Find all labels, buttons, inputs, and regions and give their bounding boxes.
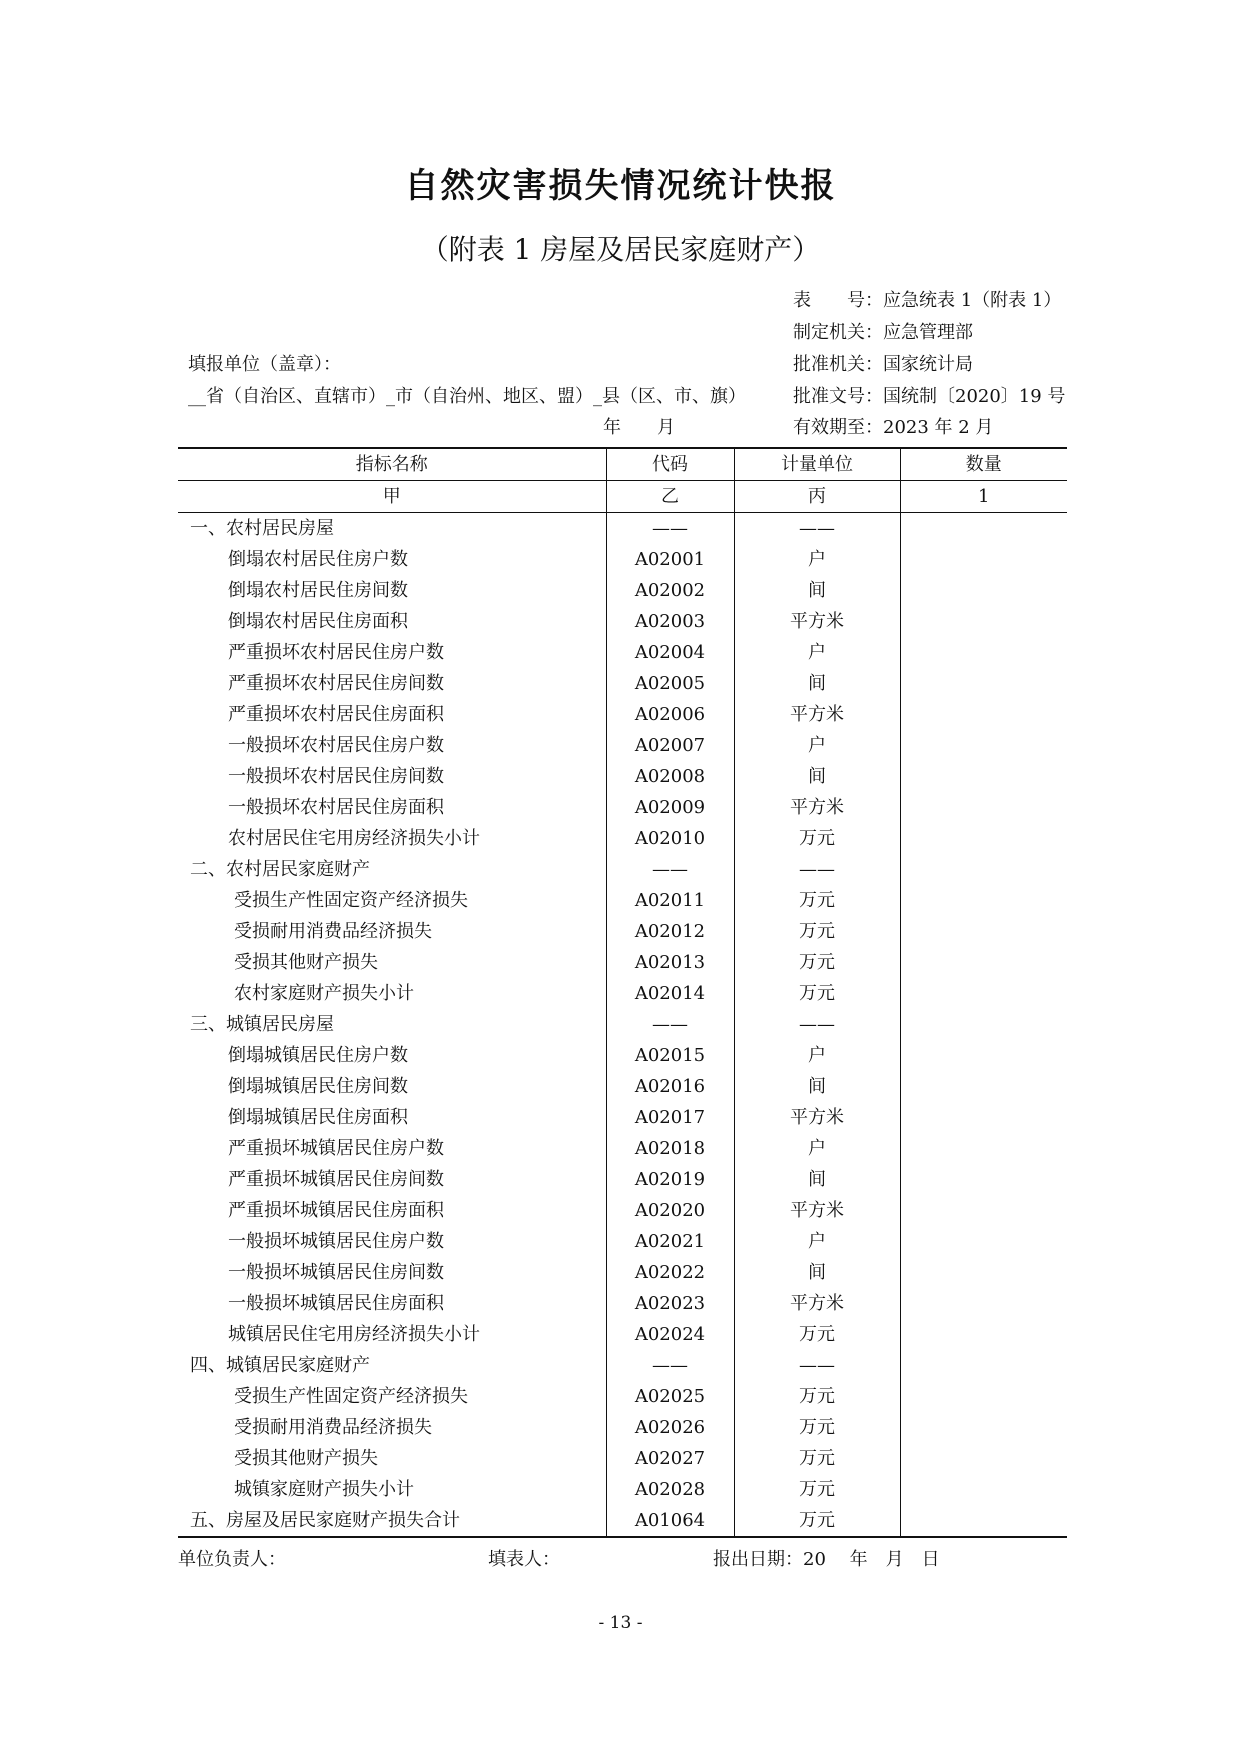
quantity-cell[interactable]	[900, 1040, 1067, 1071]
unit-cell: ——	[734, 1009, 900, 1040]
unit-cell: 万元	[734, 885, 900, 916]
valid-until-value: 2023 年 2 月	[883, 417, 994, 438]
quantity-cell[interactable]	[900, 1071, 1067, 1102]
code-cell: A02013	[606, 947, 734, 978]
unit-cell: 万元	[734, 1412, 900, 1443]
table-row	[178, 1412, 1067, 1443]
unit-cell: 平方米	[734, 699, 900, 730]
code-cell: A02003	[606, 606, 734, 637]
approving-agency-label: 批准机关：	[793, 354, 883, 375]
unit-cell: 万元	[734, 823, 900, 854]
header-code: 代码	[606, 448, 734, 481]
unit-cell: 万元	[734, 1474, 900, 1505]
quantity-cell[interactable]	[900, 947, 1067, 978]
year-month: 年 月	[603, 417, 675, 438]
approval-document	[793, 382, 1065, 408]
code-cell: A02015	[606, 1040, 734, 1071]
indicator-name-cell: 严重损坏城镇居民住房间数	[228, 1169, 444, 1190]
valid-until-label: 有效期至：	[793, 417, 883, 438]
quantity-cell[interactable]	[900, 699, 1067, 730]
form-number-value: 应急统表 1（附表 1）	[883, 290, 1062, 311]
table-row	[178, 668, 1067, 699]
unit-cell: 万元	[734, 947, 900, 978]
unit-cell: 间	[734, 575, 900, 606]
indicator-name-cell: 倒塌城镇居民住房户数	[228, 1045, 408, 1066]
quantity-cell[interactable]	[900, 730, 1067, 761]
quantity-cell[interactable]	[900, 1288, 1067, 1319]
code-cell: A02005	[606, 668, 734, 699]
table-header-row	[178, 448, 1067, 481]
valid-until	[793, 413, 993, 439]
indicator-name-cell: 一般损坏城镇居民住房间数	[228, 1262, 444, 1283]
indicator-name-cell: 农村居民住宅用房经济损失小计	[228, 828, 480, 849]
unit-cell: 平方米	[734, 606, 900, 637]
quantity-cell[interactable]	[900, 761, 1067, 792]
indicator-name-cell: 倒塌城镇居民住房间数	[228, 1076, 408, 1097]
indicator-name-cell: 城镇家庭财产损失小计	[234, 1479, 414, 1500]
unit-cell: 间	[734, 761, 900, 792]
code-cell: A02007	[606, 730, 734, 761]
indicator-name-cell: 严重损坏农村居民住房户数	[228, 642, 444, 663]
table-row	[178, 1071, 1067, 1102]
quantity-cell[interactable]	[900, 916, 1067, 947]
page-subtitle: （附表 1 房屋及居民家庭财产）	[420, 233, 821, 266]
table-row	[178, 1009, 1067, 1040]
unit-cell: ——	[734, 1350, 900, 1381]
quantity-cell[interactable]	[900, 885, 1067, 916]
quantity-cell[interactable]	[900, 637, 1067, 668]
code-cell: A02018	[606, 1133, 734, 1164]
code-cell: ——	[606, 513, 734, 545]
quantity-cell[interactable]	[900, 1164, 1067, 1195]
indicator-name-cell: 严重损坏农村居民住房面积	[228, 704, 444, 725]
quantity-cell[interactable]	[900, 854, 1067, 885]
indicator-name-cell: 农村家庭财产损失小计	[234, 983, 414, 1004]
unit-cell: 万元	[734, 1505, 900, 1537]
code-cell: A02001	[606, 544, 734, 575]
table-row	[178, 823, 1067, 854]
indicator-name-cell: 倒塌城镇居民住房面积	[228, 1107, 408, 1128]
code-cell: A02011	[606, 885, 734, 916]
unit-cell: 平方米	[734, 792, 900, 823]
code-cell: A02017	[606, 1102, 734, 1133]
table-row	[178, 1319, 1067, 1350]
indicator-name-cell: 五、房屋及居民家庭财产损失合计	[178, 1505, 606, 1537]
code-cell: A02021	[606, 1226, 734, 1257]
indicator-name-cell: 一般损坏农村居民住房户数	[228, 735, 444, 756]
code-cell: A02025	[606, 1381, 734, 1412]
indicator-name-cell: 受损生产性固定资产经济损失	[234, 1386, 468, 1407]
approval-document-label: 批准文号：	[793, 386, 883, 407]
table-body	[178, 513, 1067, 1538]
unit-cell: 万元	[734, 978, 900, 1009]
quantity-cell[interactable]	[900, 1102, 1067, 1133]
code-cell: ——	[606, 1009, 734, 1040]
table-row	[178, 916, 1067, 947]
indicator-name-cell: 受损其他财产损失	[234, 1448, 378, 1469]
quantity-cell[interactable]	[900, 1474, 1067, 1505]
code-cell: A01064	[606, 1505, 734, 1537]
indicator-name-cell: 二、农村居民家庭财产	[190, 859, 370, 880]
table-row	[178, 1474, 1067, 1505]
quantity-cell[interactable]	[900, 544, 1067, 575]
table-row	[178, 1257, 1067, 1288]
code-cell: A02014	[606, 978, 734, 1009]
table-row	[178, 1443, 1067, 1474]
header-unit: 计量单位	[734, 448, 900, 481]
table-row	[178, 606, 1067, 637]
table-row	[178, 730, 1067, 761]
indicator-name-cell: 倒塌农村居民住房户数	[228, 549, 408, 570]
subheader-code: 乙	[606, 481, 734, 513]
approval-document-value: 国统制〔2020〕19 号	[883, 386, 1066, 407]
table-row	[178, 1226, 1067, 1257]
table-row	[178, 513, 1067, 545]
indicator-name-cell: 三、城镇居民房屋	[190, 1014, 334, 1035]
quantity-cell[interactable]	[900, 1319, 1067, 1350]
form-number-label: 表 号：	[793, 290, 883, 311]
indicator-name-cell: 一般损坏城镇居民住房面积	[228, 1293, 444, 1314]
page-title: 自然灾害损失情况统计快报	[404, 166, 837, 206]
quantity-cell[interactable]	[900, 1412, 1067, 1443]
code-cell: A02002	[606, 575, 734, 606]
unit-cell: 平方米	[734, 1195, 900, 1226]
quantity-cell[interactable]	[900, 978, 1067, 1009]
indicator-name-cell: 城镇居民住宅用房经济损失小计	[228, 1324, 480, 1345]
subheader-unit: 丙	[734, 481, 900, 513]
footer-responsible: 单位负责人：	[178, 1549, 286, 1570]
footer-report-date: 报出日期：20 年 月 日	[713, 1549, 940, 1570]
indicator-name-cell: 倒塌农村居民住房间数	[228, 580, 408, 601]
unit-cell: 间	[734, 668, 900, 699]
unit-cell: 平方米	[734, 1288, 900, 1319]
indicator-name-cell: 严重损坏城镇居民住房户数	[228, 1138, 444, 1159]
table-row	[178, 854, 1067, 885]
unit-cell: 户	[734, 1133, 900, 1164]
quantity-cell[interactable]	[900, 668, 1067, 699]
table-row	[178, 885, 1067, 916]
table-row	[178, 1102, 1067, 1133]
header-quantity: 数量	[900, 448, 1067, 481]
quantity-cell[interactable]	[900, 1350, 1067, 1381]
indicator-name-cell: 一般损坏城镇居民住房户数	[228, 1231, 444, 1252]
table-row	[178, 792, 1067, 823]
table-row	[178, 978, 1067, 1009]
issuing-agency	[793, 318, 973, 344]
issuing-agency-label: 制定机关：	[793, 322, 883, 343]
unit-cell: 间	[734, 1071, 900, 1102]
table-row	[178, 1288, 1067, 1319]
footer-filler: 填表人：	[488, 1549, 560, 1570]
indicator-name-cell: 受损生产性固定资产经济损失	[234, 890, 468, 911]
quantity-cell[interactable]	[900, 1009, 1067, 1040]
indicator-name-cell: 一般损坏农村居民住房面积	[228, 797, 444, 818]
indicator-name-cell: 四、城镇居民家庭财产	[190, 1355, 370, 1376]
quantity-cell[interactable]	[900, 1443, 1067, 1474]
code-cell: ——	[606, 1350, 734, 1381]
indicator-name-cell: 受损耐用消费品经济损失	[234, 1417, 432, 1438]
table-row	[178, 544, 1067, 575]
code-cell: A02022	[606, 1257, 734, 1288]
code-cell: A02020	[606, 1195, 734, 1226]
table-row	[178, 761, 1067, 792]
approving-agency	[793, 350, 973, 376]
table-subheader-row	[178, 481, 1067, 513]
table-row	[178, 1164, 1067, 1195]
unit-cell: 万元	[734, 1381, 900, 1412]
unit-cell: 户	[734, 730, 900, 761]
code-cell: A02023	[606, 1288, 734, 1319]
quantity-cell[interactable]	[900, 1505, 1067, 1537]
table-row	[178, 1381, 1067, 1412]
code-cell: ——	[606, 854, 734, 885]
code-cell: A02012	[606, 916, 734, 947]
unit-cell: ——	[734, 513, 900, 545]
issuing-agency-value: 应急管理部	[883, 322, 973, 343]
quantity-cell[interactable]	[900, 1226, 1067, 1257]
code-cell: A02024	[606, 1319, 734, 1350]
code-cell: A02027	[606, 1443, 734, 1474]
indicator-name-cell: 倒塌农村居民住房面积	[228, 611, 408, 632]
table-row	[178, 637, 1067, 668]
table-row	[178, 1040, 1067, 1071]
unit-cell: 户	[734, 637, 900, 668]
subheader-quantity: 1	[900, 481, 1067, 513]
unit-cell: 万元	[734, 1443, 900, 1474]
quantity-cell[interactable]	[900, 1133, 1067, 1164]
indicator-name-cell: 一、农村居民房屋	[190, 518, 334, 539]
unit-cell: 户	[734, 544, 900, 575]
header-indicator-name: 指标名称	[178, 448, 606, 481]
unit-cell: 户	[734, 1040, 900, 1071]
code-cell: A02028	[606, 1474, 734, 1505]
unit-cell: 间	[734, 1257, 900, 1288]
statistics-table	[178, 447, 1067, 1538]
reporting-unit: 填报单位（盖章）：	[188, 354, 341, 375]
code-cell: A02010	[606, 823, 734, 854]
quantity-cell[interactable]	[900, 823, 1067, 854]
indicator-name-cell: 严重损坏城镇居民住房面积	[228, 1200, 444, 1221]
table-row	[178, 575, 1067, 606]
page-number: - 13 -	[598, 1613, 643, 1633]
indicator-name-cell: 一般损坏农村居民住房间数	[228, 766, 444, 787]
code-cell: A02008	[606, 761, 734, 792]
unit-cell: 万元	[734, 916, 900, 947]
indicator-name-cell: 受损其他财产损失	[234, 952, 378, 973]
code-cell: A02019	[606, 1164, 734, 1195]
approving-agency-value: 国家统计局	[883, 354, 973, 375]
code-cell: A02004	[606, 637, 734, 668]
table-row	[178, 947, 1067, 978]
table-row	[178, 1505, 1067, 1537]
unit-cell: 户	[734, 1226, 900, 1257]
indicator-name-cell: 严重损坏农村居民住房间数	[228, 673, 444, 694]
form-number	[793, 286, 1061, 312]
unit-cell: 间	[734, 1164, 900, 1195]
quantity-cell[interactable]	[900, 513, 1067, 545]
unit-cell: ——	[734, 854, 900, 885]
quantity-cell[interactable]	[900, 1257, 1067, 1288]
table-row	[178, 1350, 1067, 1381]
subheader-indicator-name: 甲	[178, 481, 606, 513]
unit-cell: 万元	[734, 1319, 900, 1350]
code-cell: A02026	[606, 1412, 734, 1443]
region-line: __省（自治区、直辖市）_市（自治州、地区、盟）_县（区、市、旗）	[188, 386, 746, 407]
quantity-cell[interactable]	[900, 1381, 1067, 1412]
quantity-cell[interactable]	[900, 606, 1067, 637]
code-cell: A02006	[606, 699, 734, 730]
quantity-cell[interactable]	[900, 575, 1067, 606]
indicator-name-cell: 受损耐用消费品经济损失	[234, 921, 432, 942]
quantity-cell[interactable]	[900, 792, 1067, 823]
unit-cell: 平方米	[734, 1102, 900, 1133]
table-row	[178, 1133, 1067, 1164]
table-row	[178, 699, 1067, 730]
table-row	[178, 1195, 1067, 1226]
quantity-cell[interactable]	[900, 1195, 1067, 1226]
code-cell: A02016	[606, 1071, 734, 1102]
code-cell: A02009	[606, 792, 734, 823]
